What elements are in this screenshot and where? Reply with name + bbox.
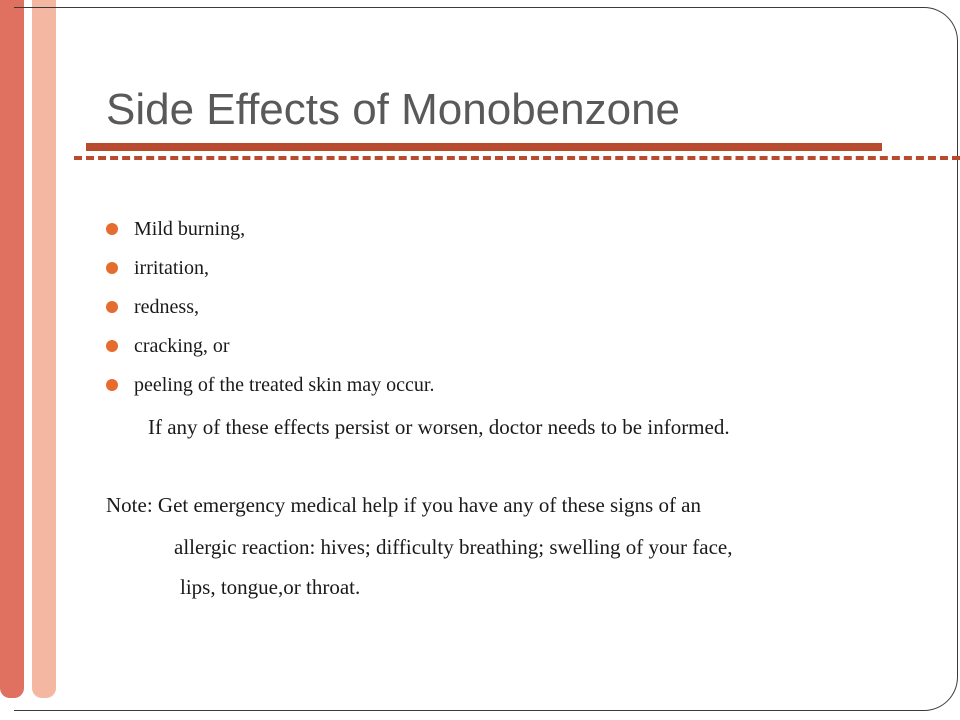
list-item: [106, 329, 434, 368]
bullet-dot-icon: [106, 223, 118, 235]
list-item: [106, 290, 434, 329]
slide-title: Side Effects of Monobenzone: [106, 85, 681, 134]
note-line-1: Note: Get emergency medical help if you have any of these signs of an: [106, 493, 702, 517]
side-effects-list: [106, 212, 434, 407]
title-underline-dashed: [74, 156, 960, 160]
list-item: [106, 212, 434, 251]
list-item-text: cracking, or: [134, 335, 230, 357]
title-underline-solid: [86, 143, 882, 151]
bullet-dot-icon: [106, 301, 118, 313]
bullet-dot-icon: [106, 379, 118, 391]
followup-text: If any of these effects persist or worsen, doctor needs to be informed.: [148, 415, 730, 439]
list-item-text: peeling of the treated skin may occur.: [134, 374, 435, 396]
note-line-2: allergic reaction: hives; difficulty breathing; swelling of your face,: [174, 535, 733, 559]
list-item-text: redness,: [134, 296, 199, 318]
list-item: [106, 368, 434, 407]
list-item-text: Mild burning,: [134, 218, 246, 240]
bullet-dot-icon: [106, 262, 118, 274]
list-item: [106, 251, 434, 290]
list-item-text: irritation,: [134, 257, 209, 279]
note-line-3: lips, tongue,or throat.: [180, 575, 361, 599]
bullet-dot-icon: [106, 340, 118, 352]
